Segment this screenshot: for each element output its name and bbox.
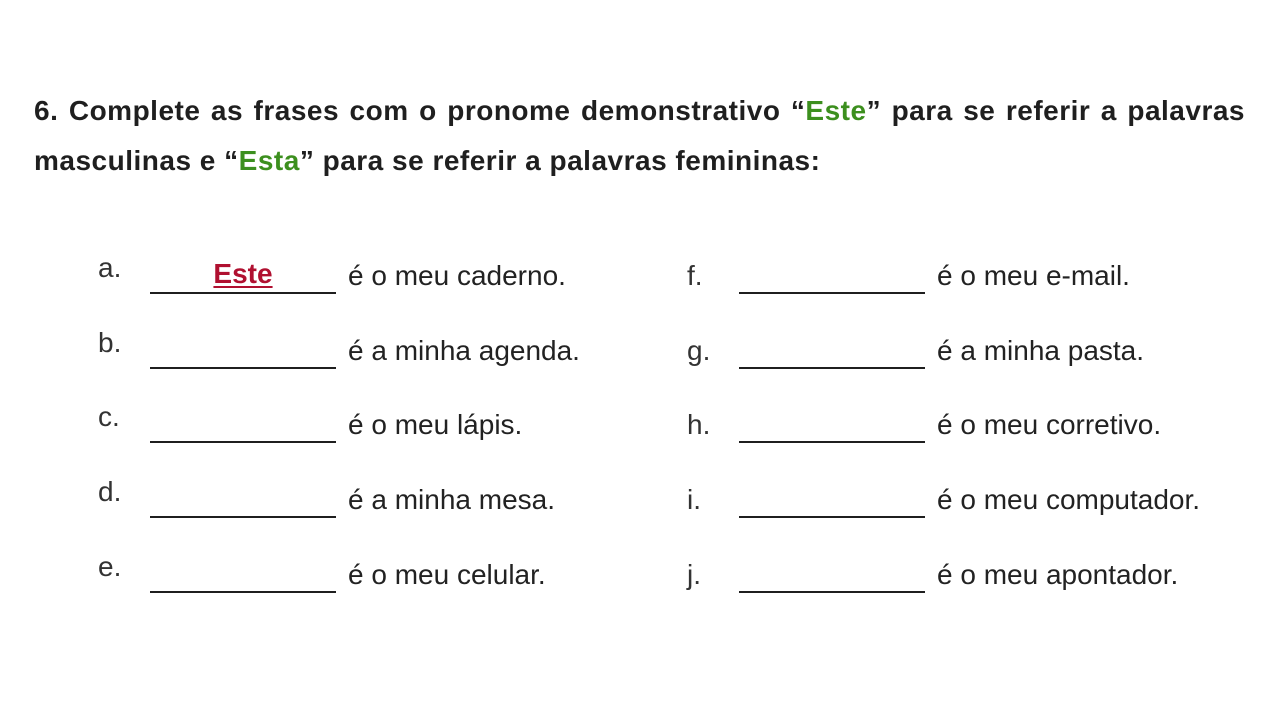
exercise-item-d bbox=[98, 476, 618, 524]
answer-blank[interactable] bbox=[739, 335, 925, 369]
item-letter: c. bbox=[98, 401, 120, 432]
answer-blank[interactable] bbox=[150, 335, 336, 369]
exercise-item-j bbox=[687, 559, 1247, 599]
item-letter: j. bbox=[687, 559, 701, 590]
exercise-item-g bbox=[687, 335, 1247, 375]
answer-blank[interactable] bbox=[150, 260, 336, 294]
exercise-item-h bbox=[687, 409, 1247, 449]
instruction-text-1: 6. Complete as frases com o pronome demonstrativo “ bbox=[34, 95, 806, 126]
item-letter: g. bbox=[687, 335, 711, 366]
keyword-esta: Esta bbox=[238, 145, 300, 176]
answer-text: Este bbox=[213, 258, 273, 289]
answer-blank[interactable] bbox=[739, 559, 925, 593]
instruction-text-3: ” para se referir a palavras femininas: bbox=[299, 145, 821, 176]
answer-blank[interactable] bbox=[739, 409, 925, 443]
exercise-item-b bbox=[98, 327, 618, 375]
exercise-item-e bbox=[98, 551, 618, 599]
exercise-item-f bbox=[687, 260, 1247, 300]
item-sentence: é o meu celular. bbox=[348, 559, 546, 590]
item-letter: f. bbox=[687, 260, 703, 291]
exercise-item-c bbox=[98, 401, 618, 449]
answer-blank[interactable] bbox=[150, 559, 336, 593]
exercise-item-a bbox=[98, 252, 618, 300]
item-sentence: é a minha mesa. bbox=[348, 484, 555, 515]
item-sentence: é o meu apontador. bbox=[937, 559, 1179, 590]
item-letter: b. bbox=[98, 327, 122, 358]
exercise-instruction bbox=[34, 86, 1245, 186]
instruction-text-2: ” para se referir a palavras masculinas e “ bbox=[34, 95, 1245, 176]
item-sentence: é o meu caderno. bbox=[348, 260, 566, 291]
item-sentence: é o meu e-mail. bbox=[937, 260, 1130, 291]
item-letter: a. bbox=[98, 252, 122, 283]
item-sentence: é a minha pasta. bbox=[937, 335, 1145, 366]
item-sentence: é a minha agenda. bbox=[348, 335, 580, 366]
item-sentence: é o meu lápis. bbox=[348, 409, 523, 440]
answer-blank[interactable] bbox=[150, 409, 336, 443]
exercise-item-i bbox=[687, 484, 1247, 524]
item-letter: i. bbox=[687, 484, 701, 515]
keyword-este: Este bbox=[805, 95, 867, 126]
item-letter: d. bbox=[98, 476, 122, 507]
item-letter: h. bbox=[687, 409, 711, 440]
answer-blank[interactable] bbox=[150, 484, 336, 518]
item-sentence: é o meu computador. bbox=[937, 484, 1201, 515]
answer-blank[interactable] bbox=[739, 260, 925, 294]
item-letter: e. bbox=[98, 551, 122, 582]
answer-blank[interactable] bbox=[739, 484, 925, 518]
item-sentence: é o meu corretivo. bbox=[937, 409, 1162, 440]
